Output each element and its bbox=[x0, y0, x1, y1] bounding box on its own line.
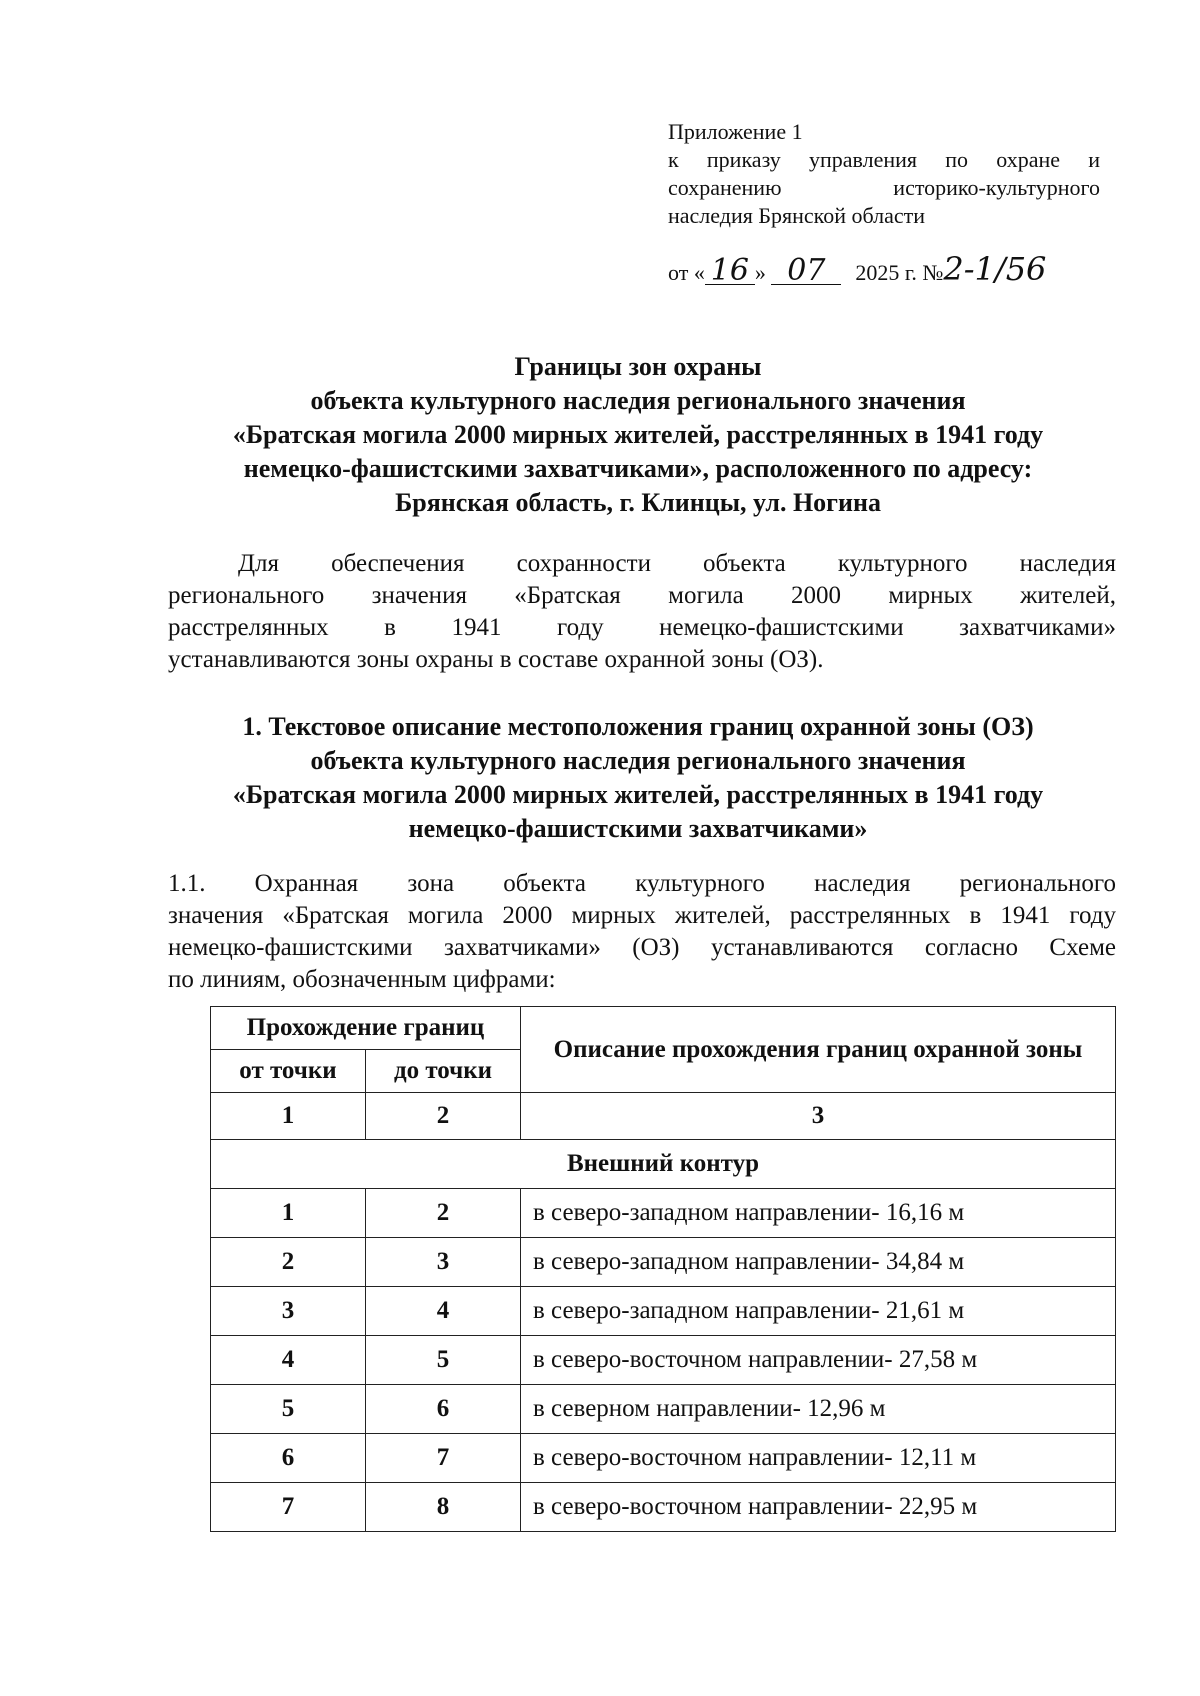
order-month: 07 bbox=[771, 258, 841, 285]
outer-contour-label: Внешний контур bbox=[211, 1140, 1116, 1189]
column-number-2: 2 bbox=[366, 1093, 521, 1140]
header-to-point: до точки bbox=[366, 1050, 521, 1093]
table-row bbox=[211, 1336, 1116, 1385]
order-mid: » bbox=[754, 260, 766, 285]
table-row bbox=[211, 1238, 1116, 1287]
para-1-1-line-2: значения «Братская могила 2000 мирных жителей, расстрелянных в 1941 году bbox=[168, 902, 1116, 929]
title-line-1: Границы зон охраны bbox=[514, 352, 762, 381]
table-row bbox=[211, 1287, 1116, 1336]
title-line-5: Брянская область, г. Клинцы, ул. Ногина bbox=[395, 488, 881, 517]
table-row bbox=[211, 1434, 1116, 1483]
header-from-point: от точки bbox=[211, 1050, 366, 1093]
row-to-point: 6 bbox=[366, 1385, 521, 1434]
appendix-line-3: сохранению историко-культурного bbox=[668, 175, 1100, 200]
row-to-point: 4 bbox=[366, 1287, 521, 1336]
section-1-line-4: немецко-фашистскими захватчиками» bbox=[408, 814, 868, 843]
table-row bbox=[211, 1385, 1116, 1434]
row-to-point: 2 bbox=[366, 1189, 521, 1238]
section-1-line-3: «Братская могила 2000 мирных жителей, расстрелянных в 1941 году bbox=[232, 780, 1044, 809]
row-from-point: 2 bbox=[211, 1238, 366, 1287]
header-boundary-passage: Прохождение границ bbox=[211, 1007, 521, 1050]
row-description: в северном направлении- 12,96 м bbox=[521, 1385, 1116, 1434]
row-to-point: 7 bbox=[366, 1434, 521, 1483]
para-1-1-line-3: немецко-фашистскими захватчиками» (ОЗ) устанавливаются согласно Схеме bbox=[168, 934, 1116, 961]
intro-line-2: регионального значения «Братская могила 2000 мирных жителей, bbox=[168, 582, 1116, 609]
outer-contour-row bbox=[211, 1140, 1116, 1189]
order-day: 16 bbox=[705, 258, 755, 285]
intro-paragraph bbox=[168, 548, 1116, 676]
section-1-title bbox=[168, 710, 1108, 846]
row-to-point: 5 bbox=[366, 1336, 521, 1385]
row-from-point: 7 bbox=[211, 1483, 366, 1532]
row-from-point: 1 bbox=[211, 1189, 366, 1238]
row-to-point: 8 bbox=[366, 1483, 521, 1532]
row-from-point: 5 bbox=[211, 1385, 366, 1434]
row-description: в северо-восточном направлении- 22,95 м bbox=[521, 1483, 1116, 1532]
title-line-2: объекта культурного наследия регионального значения bbox=[310, 386, 966, 415]
intro-line-4: устанавливаются зоны охраны в составе охранной зоны (ОЗ). bbox=[168, 646, 824, 673]
paragraph-1-1 bbox=[168, 868, 1116, 996]
para-1-1-line-4: по линиям, обозначенным цифрами: bbox=[168, 966, 556, 993]
appendix-line-4: наследия Брянской области bbox=[668, 203, 926, 228]
table-header-row bbox=[211, 1007, 1116, 1050]
order-year: 2025 г. № bbox=[855, 260, 944, 285]
row-description: в северо-восточном направлении- 27,58 м bbox=[521, 1336, 1116, 1385]
column-number-1: 1 bbox=[211, 1093, 366, 1140]
row-description: в северо-западном направлении- 34,84 м bbox=[521, 1238, 1116, 1287]
row-to-point: 3 bbox=[366, 1238, 521, 1287]
column-number-3: 3 bbox=[521, 1093, 1116, 1140]
section-1-line-1: 1. Текстовое описание местоположения границ охранной зоны (ОЗ) bbox=[242, 712, 1034, 741]
boundary-table bbox=[210, 1006, 1116, 1532]
row-description: в северо-восточном направлении- 12,11 м bbox=[521, 1434, 1116, 1483]
section-1-line-2: объекта культурного наследия регионального значения bbox=[310, 746, 966, 775]
table-row bbox=[211, 1189, 1116, 1238]
order-date-number bbox=[668, 250, 1108, 288]
order-number: 2-1/56 bbox=[943, 250, 1047, 288]
appendix-note bbox=[668, 118, 1100, 230]
row-from-point: 4 bbox=[211, 1336, 366, 1385]
table-row bbox=[211, 1483, 1116, 1532]
column-number-row bbox=[211, 1093, 1116, 1140]
row-description: в северо-западном направлении- 21,61 м bbox=[521, 1287, 1116, 1336]
row-from-point: 6 bbox=[211, 1434, 366, 1483]
appendix-line-2: к приказу управления по охране и bbox=[668, 147, 1100, 172]
header-description: Описание прохождения границ охранной зоны bbox=[521, 1007, 1116, 1093]
row-description: в северо-западном направлении- 16,16 м bbox=[521, 1189, 1116, 1238]
intro-line-3: расстрелянных в 1941 году немецко-фашистскими захватчиками» bbox=[168, 614, 1116, 641]
title-line-3: «Братская могила 2000 мирных жителей, расстрелянных в 1941 году bbox=[232, 420, 1044, 449]
intro-line-1: Для обеспечения сохранности объекта культурного наследия bbox=[238, 550, 1116, 577]
para-1-1-line-1: 1.1. Охранная зона объекта культурного наследия регионального bbox=[168, 870, 1116, 897]
document-title bbox=[168, 350, 1108, 520]
order-prefix: от « bbox=[668, 260, 705, 285]
title-line-4: немецко-фашистскими захватчиками», расположенного по адресу: bbox=[243, 454, 1033, 483]
row-from-point: 3 bbox=[211, 1287, 366, 1336]
appendix-line-1: Приложение 1 bbox=[668, 119, 803, 144]
